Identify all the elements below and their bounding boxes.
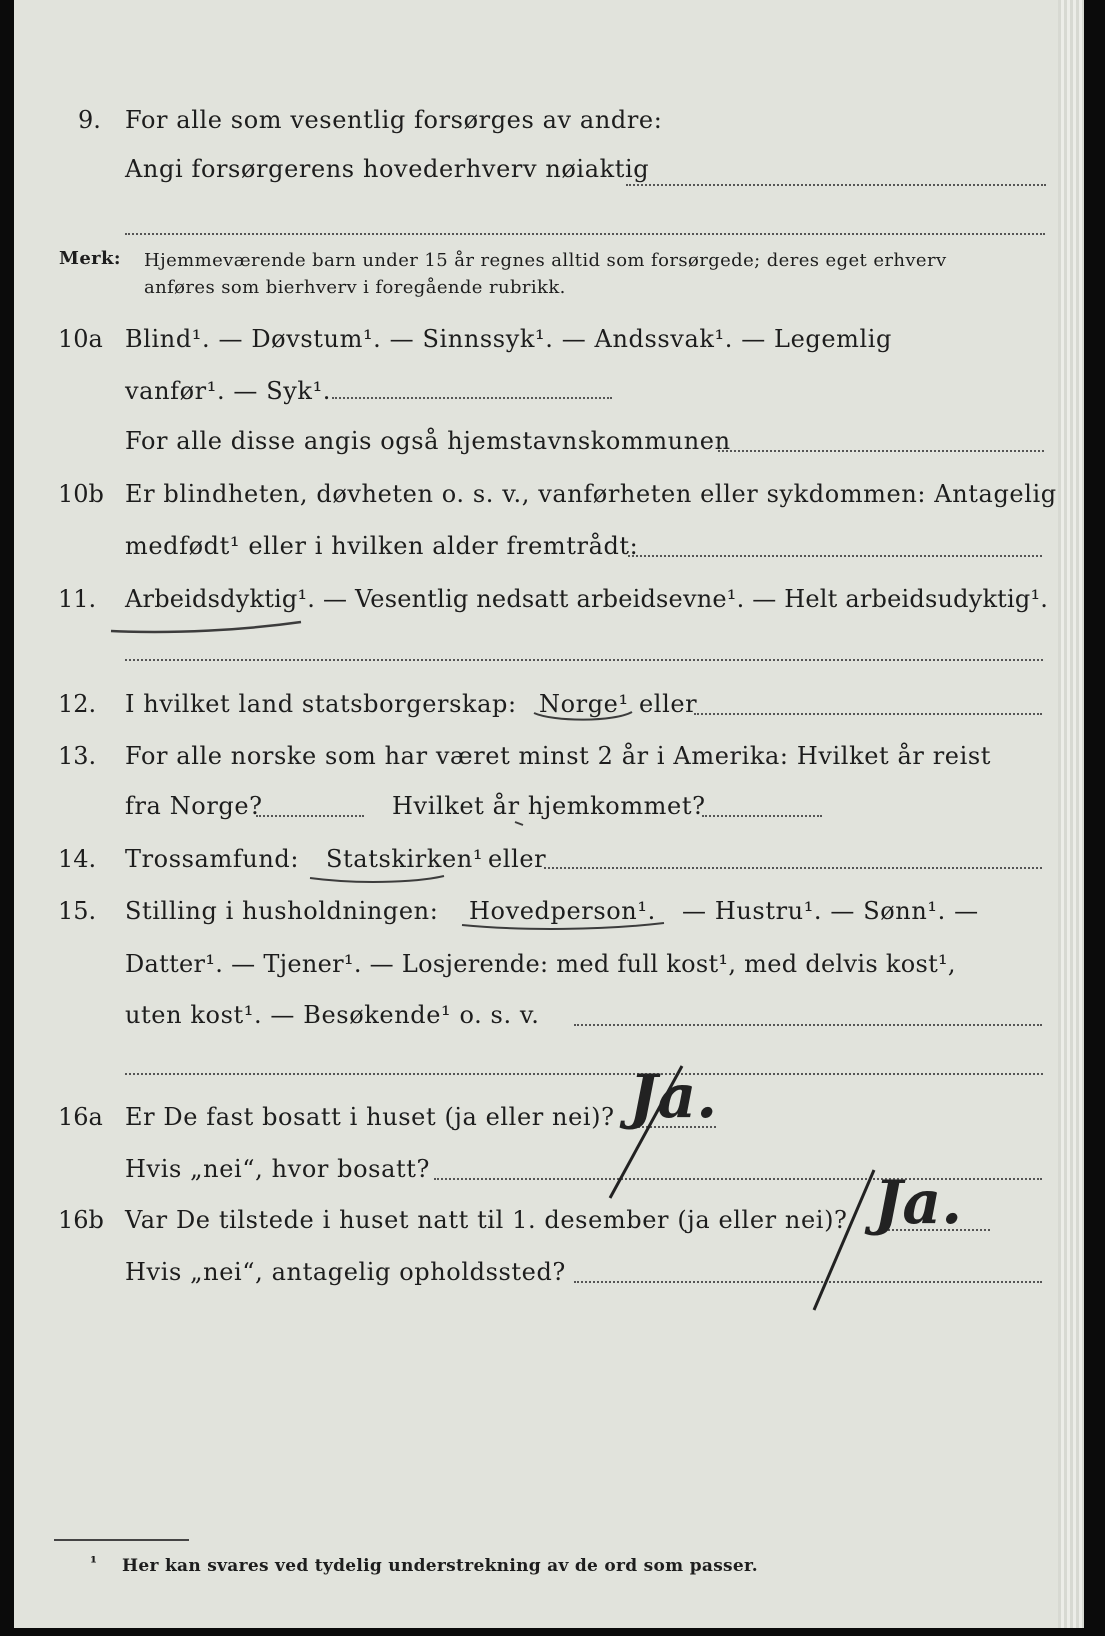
q15-line2: Datter¹. — Tjener¹. — Losjerende: med full kost¹, med delvis kost¹, xyxy=(125,950,956,978)
note-line1: Hjemmeværende barn under 15 år regnes alltid som forsørgede; deres eget erhverv xyxy=(144,250,947,271)
q10b-number: 10b xyxy=(58,480,104,508)
q12-line1b: Norge¹ xyxy=(539,690,629,718)
q15-line1c: — Hustru¹. — Sønn¹. — xyxy=(682,897,979,925)
q12-line1c: eller xyxy=(639,690,698,718)
pencil-underline-marks xyxy=(14,0,1084,1628)
q9-line2: Angi forsørgerens hovederhverv nøiaktig xyxy=(125,155,650,183)
note-label: Merk: xyxy=(59,248,121,269)
q9-number: 9. xyxy=(78,106,101,134)
q16a-line1: Er De fast bosatt i huset (ja eller nei)? xyxy=(125,1103,615,1131)
q14-line1a: Trossamfund: xyxy=(125,845,300,873)
q15-number: 15. xyxy=(58,897,97,925)
q16b-handwritten-answer: Ja. xyxy=(874,1168,963,1238)
q16a-handwritten-answer: Ja. xyxy=(629,1062,718,1132)
q11-number: 11. xyxy=(58,585,97,613)
q9-line1: For alle som vesentlig forsørges av andre: xyxy=(125,106,663,134)
q13-number: 13. xyxy=(58,742,97,770)
q15-line3: uten kost¹. — Besøkende¹ o. s. v. xyxy=(125,1001,540,1029)
q16a-line2: Hvis „nei“, hvor bosatt? xyxy=(125,1155,430,1183)
q13-line2b: Hvilket år hjemkommet? xyxy=(392,792,706,820)
q13-line2a: fra Norge? xyxy=(125,792,263,820)
q14-line1c: eller xyxy=(488,845,547,873)
q16a-number: 16a xyxy=(58,1103,103,1131)
q16b-line2: Hvis „nei“, antagelig opholdssted? xyxy=(125,1258,566,1286)
q14-line1b: Statskirken¹ xyxy=(326,845,484,873)
footnote-text: Her kan svares ved tydelig understrekning av de ord som passer. xyxy=(122,1556,758,1576)
q15-line1b: Hovedperson¹. xyxy=(469,897,656,925)
census-form-page xyxy=(14,0,1084,1628)
q14-number: 14. xyxy=(58,845,97,873)
q16b-line1: Var De tilstede i huset natt til 1. desember (ja eller nei)? xyxy=(125,1206,848,1234)
q12-line1a: I hvilket land statsborgerskap: xyxy=(125,690,517,718)
footnote-mark: ¹ xyxy=(90,1553,98,1572)
note-line2: anføres som bierhverv i foregående rubrikk. xyxy=(144,277,566,298)
q10a-line3: For alle disse angis også hjemstavnskommunen xyxy=(125,427,731,455)
q12-number: 12. xyxy=(58,690,97,718)
q15-line1a: Stilling i husholdningen: xyxy=(125,897,439,925)
q10a-number: 10a xyxy=(58,325,103,353)
q11-line1: Arbeidsdyktig¹. — Vesentlig nedsatt arbeidsevne¹. — Helt arbeidsudyktig¹. xyxy=(125,585,1049,613)
q10b-line1: Er blindheten, døvheten o. s. v., vanførheten eller sykdommen: Antagelig xyxy=(125,480,1057,508)
q10a-line2: vanfør¹. — Syk¹. xyxy=(125,377,332,405)
q13-line1: For alle norske som har været minst 2 år i Amerika: Hvilket år reist xyxy=(125,742,992,770)
q16b-number: 16b xyxy=(58,1206,104,1234)
q10b-line2: medfødt¹ eller i hvilken alder fremtrådt: xyxy=(125,532,639,560)
q10a-line1: Blind¹. — Døvstum¹. — Sinnssyk¹. — Andssvak¹. — Legemlig xyxy=(125,325,893,353)
